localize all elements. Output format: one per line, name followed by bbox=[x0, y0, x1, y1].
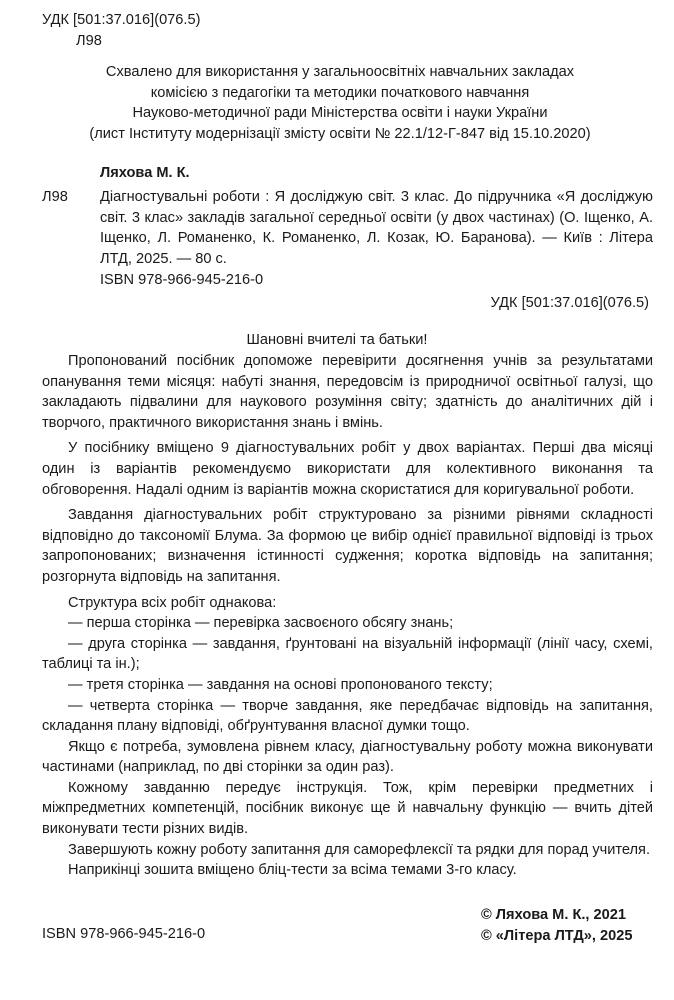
list-item: — четверта сторінка — творче завдання, яке передбачає відповідь на запитання, складання плану відповіді, обґрунтування власної думки тощо. bbox=[42, 697, 653, 735]
paragraph: Кожному завданню передує інструкція. Тож, крім перевірки предметних і міжпредметних компетенцій, посібник виконує ще й навчальну функцію — вчить дітей виконувати тести різних видів. bbox=[42, 779, 653, 838]
paragraph: Структура всіх робіт однакова: bbox=[68, 594, 277, 611]
list-item: — друга сторінка — завдання, ґрунтовані на візуальній інформації (лінії часу, схемі, таблиці та ін.); bbox=[42, 635, 653, 673]
copyright-block bbox=[481, 905, 632, 947]
copyright-author: © Ляхова М. К., 2021 bbox=[481, 907, 626, 923]
paragraph: У посібнику вміщено 9 діагностувальних робіт у двох варіантах. Перші два місяці один із варіантів рекомендуємо використати для колективного виконання та обговорення. Надалі одним із варіантів можна скористатися для коригувальної роботи. bbox=[42, 440, 653, 498]
author-name: Ляхова М. К. bbox=[100, 165, 190, 181]
author-code: Л98 bbox=[76, 33, 102, 49]
paragraph: Завершують кожну роботу запитання для саморефлексії та рядки для порад учителя. bbox=[68, 841, 650, 858]
udk-code: УДК [501:37.016](076.5) bbox=[42, 12, 201, 28]
list-item: — перша сторінка — перевірка засвоєного обсягу знань; bbox=[68, 615, 454, 632]
approval-line-2: комісією з педагогіки та методики початкового навчання bbox=[150, 84, 530, 101]
approval-line-1: Схвалено для використання у загальноосвітніх навчальних закладах bbox=[105, 64, 575, 80]
paragraph: Завдання діагностувальних робіт структуровано за різними рівнями складності відповідно до таксономії Блума. За формою це вибір однієї правильної відповіді із трьох запропонованих; визначення істинності судження; коротка відповідь на запитання; розгорнута відповідь на запитання. bbox=[42, 507, 653, 585]
bibliography-isbn: ISBN 978-966-945-216-0 bbox=[100, 272, 264, 288]
copyright-publisher: © «Літера ЛТД», 2025 bbox=[481, 928, 633, 944]
footer-isbn: ISBN 978-966-945-216-0 bbox=[42, 926, 206, 942]
bibliography-code: Л98 bbox=[42, 189, 68, 205]
paragraph: Пропонований посібник допоможе перевірити досягнення учнів за результатами опанування теми місяця: набуті знання, передовсім із природничої освітньої галузі, що закладають підвалини для наукового розуміння світу; здатність до аналітичних дій і творчого, практичного використання знань і вмінь. bbox=[42, 353, 653, 431]
approval-statement bbox=[60, 62, 620, 144]
udk-header bbox=[42, 10, 200, 52]
preface-body bbox=[42, 351, 653, 881]
bibliography-udk: УДК [501:37.016](076.5) bbox=[490, 295, 649, 311]
paragraph: Наприкінці зошита вміщено бліц-тести за всіма темами 3-го класу. bbox=[68, 862, 517, 879]
bibliography-description: Діагностувальні роботи : Я досліджую світ. 3 клас. До підручника «Я досліджую світ. 3 клас» закладів загальної середньої освіти (у двох частинах) (О. Іщенко, А. Іщенко, Л. Романенко, К. Романенко, Л. Козак, Ю. Баранова). — Київ : Літера ЛТД, 2025. — 80 с. bbox=[100, 189, 653, 267]
paragraph: Якщо є потреба, зумовлена рівнем класу, діагностувальну роботу можна виконувати частинами (наприклад, по дві сторінки за один раз). bbox=[42, 738, 653, 776]
greeting-heading: Шановні вчителі та батьки! bbox=[246, 332, 428, 348]
approval-line-3: Науково-методичної ради Міністерства освіти і науки України bbox=[132, 105, 548, 122]
approval-line-4: (лист Інституту модернізації змісту освіти № 22.1/12-Г-847 від 15.10.2020) bbox=[89, 125, 591, 142]
list-item: — третя сторінка — завдання на основі пропонованого тексту; bbox=[68, 676, 493, 693]
